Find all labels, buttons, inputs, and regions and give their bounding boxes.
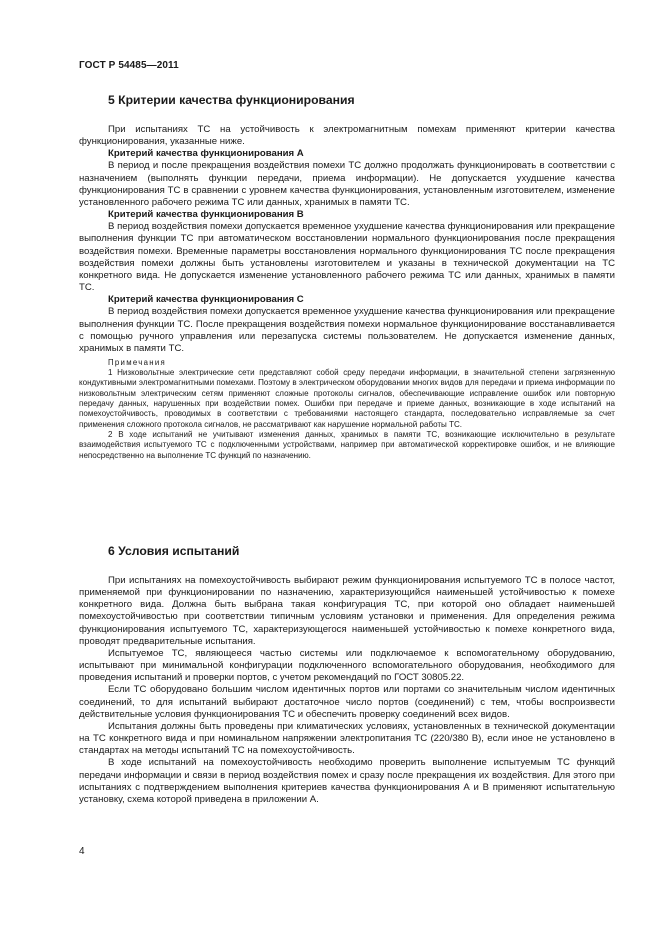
notes-heading: Примечания — [108, 357, 167, 367]
section-6-paragraph: Испытания должны быть проведены при климатических условиях, установленных в технической документации на ТС конкретного вида и при номинальном напряжении электропитания ТС (220/380 В), если иное не установлено в стандартах на методы испытаний ТС на помехоустойчивость. — [79, 720, 615, 757]
criterion-b-heading: Критерий качества функционирования В — [108, 209, 304, 221]
section-6-paragraph: В ходе испытаний на помехоустойчивость необходимо проверить выполнение испытуемым ТС функций передачи информации и связи в период воздействия помех и сразу после прекращения их воздействия. Для этого при испытаниях с подтверждением выполнения критериев качества функционирования А и В применяют испытательную установку, схема которой приведена в приложении А. — [79, 757, 615, 805]
section-6-paragraph: Если ТС оборудовано большим числом идентичных портов или портами со значительным числом идентичных соединений, то для испытаний выбирают достаточное число портов (соединений) с тем, чтобы воспроизвести действительные условия функционирования ТС и обеспечить проверку соединений всех видов. — [79, 684, 615, 720]
section-6 — [79, 544, 615, 806]
criterion-b-text: В период воздействия помехи допускается временное ухудшение качества функционирования или прекращение выполнения функции ТС при автоматическом восстановлении нормального функционирования после прекращения воздействия помехи. Временные параметры восстановления нормального функционирования ТС после прекращения воздействия помехи должны быть установлены изготовителем и указаны в технической документации на ТС конкретного вида. Не допускается изменение установленного рабочего режима ТС или данных, хранимых в памяти ТС. — [79, 221, 615, 294]
section-6-paragraph: При испытаниях на помехоустойчивость выбирают режим функционирования испытуемого ТС в полосе частот, применяемой при функционировании по назначению, характеризующийся наименьшей устойчивостью к помехе конкретного вида. Должна быть выбрана такая конфигурация ТС, при которой оно обладает наименьшей помехоустойчивостью при соответствии типичным условиям установки и применения. Для определения режима функционирования испытуемого ТС, характеризующегося наименьшей устойчивостью к помехе конкретного вида, проводят предварительные испытания. — [79, 575, 615, 647]
standard-code-header: ГОСТ Р 54485—2011 — [79, 60, 179, 71]
section-6-title: 6 Условия испытаний — [108, 544, 240, 558]
section-5 — [79, 93, 615, 461]
criterion-c-text: В период воздействия помехи допускается временное ухудшение качества функционирования или прекращение выполнения функции ТС. После прекращения воздействия помехи нормальное функционирование восстанавливается с помощью ручного управления или перезапуска системы пользователем. Не допускается изменение данных, хранимых в памяти ТС. — [79, 306, 615, 354]
criterion-c-heading: Критерий качества функционирования С — [108, 294, 304, 306]
section-6-paragraph: Испытуемое ТС, являющееся частью системы или подключаемое к вспомогательному оборудованию, испытывают при минимальной конфигурации подключенного вспомогательного оборудования, необходимого для проведения испытаний и проверки портов, с учетом рекомендаций по ГОСТ 30805.22. — [79, 647, 615, 684]
criterion-a-heading: Критерий качества функционирования А — [108, 148, 304, 160]
note-2: 2 В ходе испытаний не учитывают изменения данных, хранимых в памяти ТС, возникающие исключительно в результате взаимодействия испытуемого ТС с подключенными устройствами, например при автоматической корректировке ошибок, и не влияющие непосредственно на выполнение ТС функций по назначению. — [79, 430, 615, 460]
criterion-a-text: В период и после прекращения воздействия помехи ТС должно продолжать функционировать в соответствии с назначением (выполнять функции передачи, приема информации). Не допускается ухудшение качества функционирования ТС в сравнении с уровнем качества функционирования, установленным изготовителем, изменение установленного рабочего режима ТС или данных, хранимых в памяти ТС. — [79, 160, 615, 208]
note-1: 1 Низковольтные электрические сети представляют собой среду передачи информации, в значительной степени загрязненную кондуктивными электромагнитными помехами. Поэтому в электрическом оборудовании многих видов для передачи и приема информации по низковольтным электрическим сетям применяют сложные протоколы сигналов, обеспечивающие исправление ошибок или повторную передачу данных, нарушенных при воздействии помех. Ошибки при передаче и приеме данных, возникающие в ходе испытаний на помехоустойчивость, проводимых в соответствии с требованиями настоящего стандарта, последовательно исправляемые за счет применения сложного протокола сигналов, не рассматривают как нарушение нормальной работы ТС. — [79, 367, 615, 429]
section-5-title: 5 Критерии качества функционирования — [108, 93, 355, 107]
section-5-intro: При испытаниях ТС на устойчивость к электромагнитным помехам применяют критерии качества функционирования, указанные ниже. — [79, 124, 615, 148]
page-number: 4 — [79, 846, 85, 857]
